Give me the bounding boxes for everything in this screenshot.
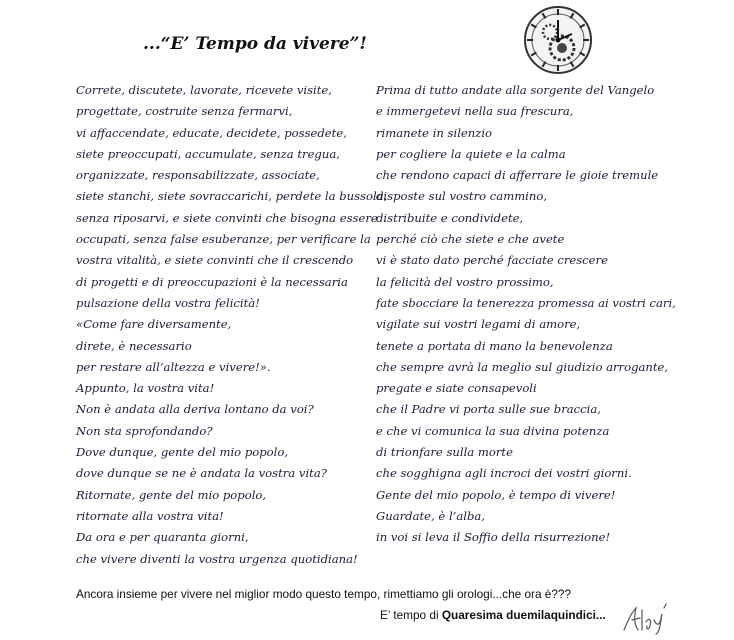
left-poem-line: Non sta sprofondando? (76, 423, 213, 438)
left-poem-line: Non è andata alla deriva lontano da voi? (76, 402, 314, 417)
right-poem-line: tenete a portata di mano la benevolenza (376, 338, 613, 353)
right-poem-line: Gente del mio popolo, è tempo di vivere! (376, 487, 616, 502)
right-poem-line: per cogliere la quiete e la calma (376, 146, 566, 161)
poem-right-column (376, 80, 676, 549)
right-poem-line: che il Padre vi porta sulle sue braccia, (376, 402, 601, 417)
left-poem-line: Correte, discutete, lavorate, ricevete visite, (76, 83, 332, 97)
poem-left-column (76, 80, 388, 570)
left-poem-line: organizzate, responsabilizzate, associate, (76, 168, 320, 183)
signature-icon (620, 600, 670, 636)
right-poem-line: che sempre avrà la meglio sul giudizio arrogante, (376, 359, 669, 374)
left-poem-line: per restare all’altezza e vivere!». (76, 359, 271, 374)
footer-line-2 (380, 608, 606, 622)
left-poem-line: di progetti e di preoccupazioni è la necessaria (76, 274, 348, 289)
footer-line-2-bold: Quaresima duemilaquindici... (441, 608, 606, 622)
right-poem-line: rimanete in silenzio (376, 125, 493, 140)
left-poem-line: occupati, senza false esuberanze, per verificare la (76, 232, 371, 247)
left-poem-line: senza riposarvi, e siete convinti che bisogna essere (76, 210, 378, 225)
right-poem-line: in voi si leva il Soffio della risurrezione! (376, 530, 611, 545)
right-poem-line: vigilate sui vostri legami di amore, (376, 317, 581, 332)
right-poem-line: di trionfare sulla morte (376, 445, 513, 460)
footer-line-2-prefix: E’ tempo di (380, 608, 442, 622)
left-poem-line: dove dunque se ne è andata la vostra vita? (76, 466, 327, 481)
right-poem-line: disposte sul vostro cammino, (376, 189, 548, 204)
left-poem-line: Dove dunque, gente del mio popolo, (76, 445, 289, 460)
left-poem-line: Ritornate, gente del mio popolo, (76, 487, 267, 502)
footer-line-1: Ancora insieme per vivere nel miglior modo questo tempo, rimettiamo gli orologi...che ora è??? (76, 587, 572, 601)
left-poem-line: siete stanchi, siete sovraccarichi, perdete la bussola, (76, 189, 388, 204)
left-poem-line: che vivere diventi la vostra urgenza quotidiana! (76, 551, 358, 566)
right-poem-line: la felicità del vostro prossimo, (376, 274, 554, 289)
right-poem-line: distribuite e condividete, (376, 210, 524, 225)
left-poem-line: direte, è necessario (76, 338, 192, 353)
right-poem-line: e che vi comunica la sua divina potenza (376, 423, 610, 438)
left-poem-line: vi affaccendate, educate, decidete, possedete, (76, 125, 347, 140)
clock-icon (522, 4, 594, 76)
right-poem-line: pregate e siate consapevoli (376, 381, 537, 396)
left-poem-line: progettate, costruite senza fermarvi, (76, 104, 293, 119)
left-poem-line: ritornate alla vostra vita! (76, 508, 224, 523)
left-poem-line: siete preoccupati, accumulate, senza tregua, (76, 146, 340, 161)
right-poem-line: perché ciò che siete e che avete (376, 232, 565, 247)
right-poem-line: Guardate, è l’alba, (376, 508, 485, 523)
poem-title: ...“E’ Tempo da vivere”! (143, 34, 367, 54)
left-poem-line: vostra vitalità, e siete convinti che il crescendo (76, 253, 354, 268)
right-poem-line: che rendono capaci di afferrare le gioie tremule (376, 168, 659, 183)
left-poem-line: «Come fare diversamente, (76, 317, 232, 332)
left-poem-line: pulsazione della vostra felicità! (76, 295, 260, 310)
right-poem-line: vi è stato dato perché facciate crescere (376, 253, 608, 268)
left-poem-line: Da ora e per quaranta giorni, (76, 530, 249, 545)
right-poem-line: Prima di tutto andate alla sorgente del Vangelo (376, 83, 655, 97)
right-poem-line: e immergetevi nella sua frescura, (376, 104, 574, 119)
left-poem-line: Appunto, la vostra vita! (76, 381, 215, 396)
right-poem-line: che sogghigna agli incroci dei vostri giorni. (376, 466, 632, 481)
right-poem-line: fate sbocciare la tenerezza promessa ai vostri cari, (376, 295, 676, 310)
